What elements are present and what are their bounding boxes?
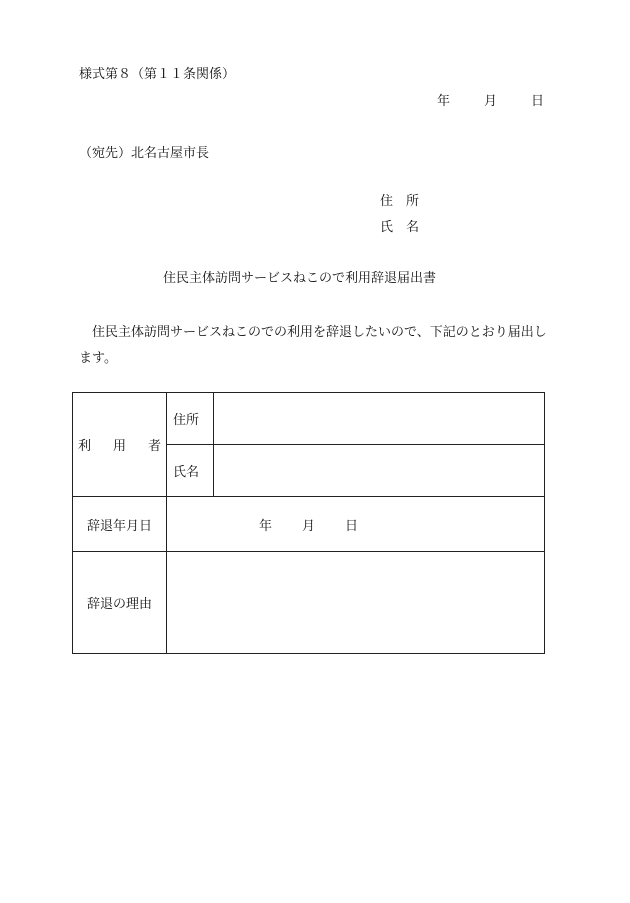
address-label: 住所	[167, 393, 214, 445]
withdrawal-day-label: 日	[345, 518, 359, 534]
withdrawal-year-label: 年	[259, 518, 273, 534]
applicant-name-label	[380, 221, 419, 234]
user-label-3: 者	[148, 439, 162, 454]
address-field[interactable]	[214, 393, 545, 445]
name-field[interactable]	[214, 445, 545, 497]
withdrawal-form-table	[72, 392, 545, 654]
withdrawal-reason-field[interactable]	[167, 552, 545, 654]
date-month-label: 月	[484, 94, 498, 109]
applicant-address-label-1: 住	[380, 194, 394, 209]
form-number: 様式第８（第１１条関係）	[79, 67, 236, 82]
user-label-2: 用	[112, 439, 126, 454]
user-label-1: 利	[77, 439, 91, 454]
applicant-name-label-1: 氏	[380, 220, 394, 235]
applicant-address-label	[380, 195, 419, 208]
document-title: 住民主体訪問サービスねこので利用辞退届出書	[163, 271, 437, 286]
submission-date	[437, 95, 544, 108]
withdrawal-date-label: 辞退年月日	[73, 497, 167, 552]
date-year-label: 年	[437, 94, 451, 109]
body-text: 住民主体訪問サービスねこのでの利用を辞退したいので、下記のとおり届出します。	[79, 325, 547, 366]
withdrawal-date-field[interactable]	[167, 497, 545, 552]
addressee: （宛先）北名古屋市長	[79, 146, 210, 161]
applicant-address-label-2: 所	[406, 194, 420, 209]
withdrawal-month-label: 月	[302, 518, 316, 534]
applicant-name-label-2: 名	[406, 220, 420, 235]
date-day-label: 日	[531, 94, 545, 109]
user-label-cell	[73, 393, 167, 497]
withdrawal-reason-label: 辞退の理由	[73, 552, 167, 654]
name-label: 氏名	[167, 445, 214, 497]
